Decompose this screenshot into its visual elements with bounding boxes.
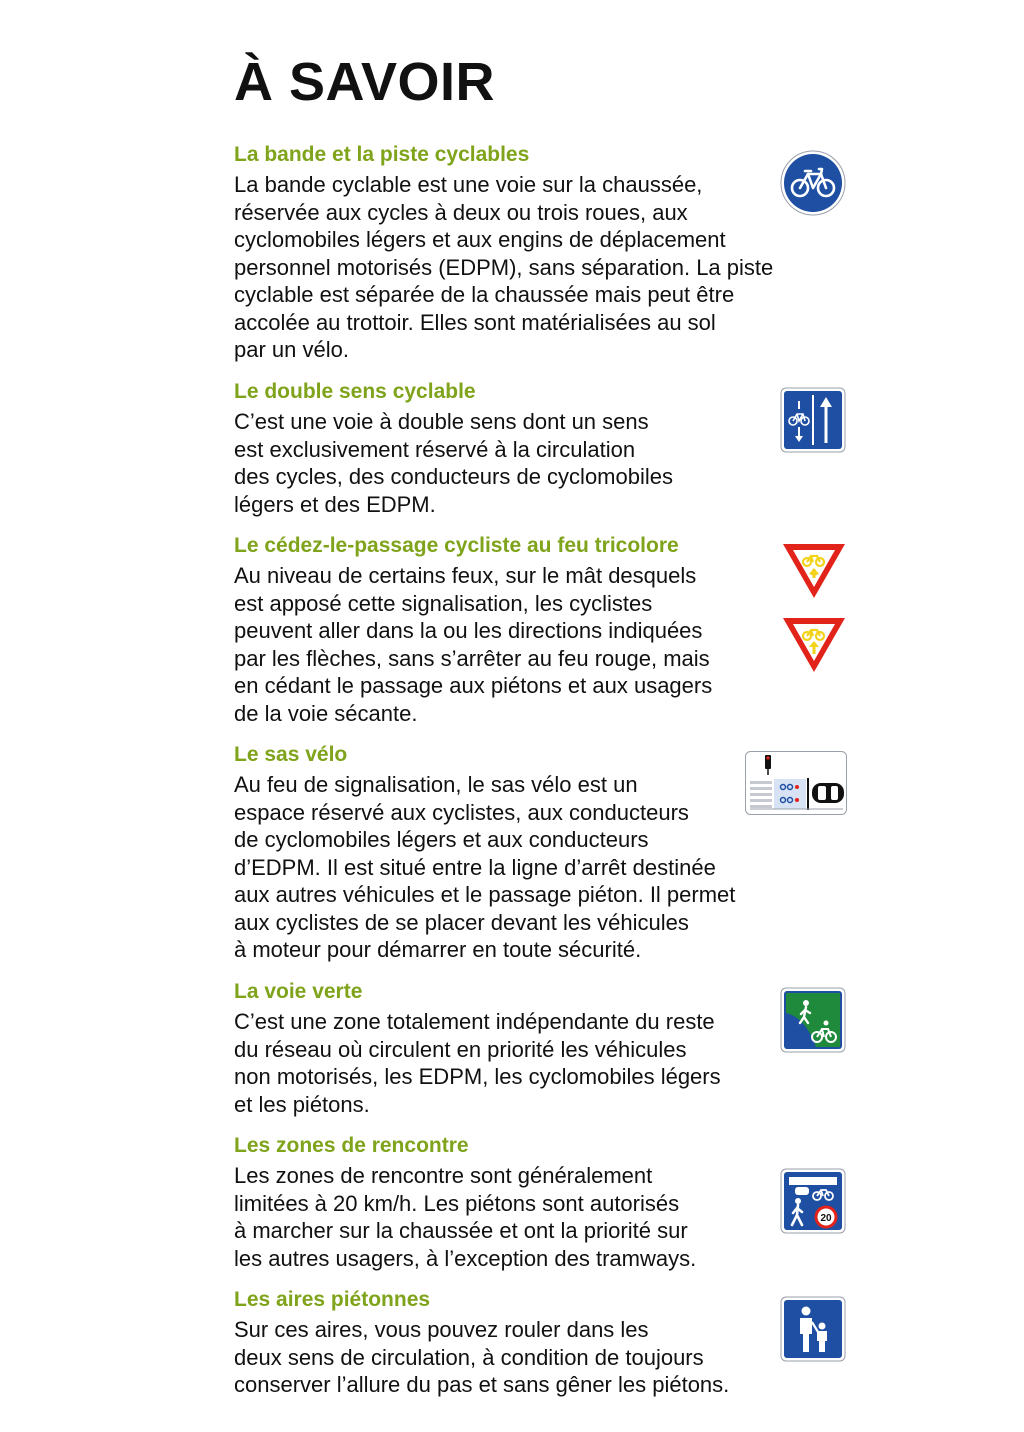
section-body: Sur ces aires, vous pouvez rouler dans les deux sens de circulation, à condition de toujours conserver l’allure du pas et sans gêner les piétons. <box>234 1317 730 1397</box>
contraflow-bike-lane-sign-icon <box>780 387 846 453</box>
shared-zone-sign-icon <box>780 1168 846 1234</box>
section-heading: Le cédez-le-passage cycliste au feu tricolore <box>234 534 679 557</box>
round-bicycle-sign-icon <box>780 150 846 216</box>
section-heading: Le double sens cyclable <box>234 380 476 403</box>
speed-limit-label: 20 <box>820 1213 832 1224</box>
section-body: Au niveau de certains feux, sur le mât desquels est apposé cette signalisation, les cyclistes peuvent aller dans la ou les directions indiquées par les flèches, sans s’arrêter au feu rouge, mais en cédant le passage aux piétons et aux usagers de la voie sécante. <box>234 563 713 726</box>
section-body: C’est une voie à double sens dont un sens est exclusivement réservé à la circulation des cycles, des conducteurs de cyclomobiles légers et des EDPM. <box>234 409 673 517</box>
section-bike-lane <box>234 141 854 364</box>
pedestrian-area-sign-icon <box>780 1296 846 1362</box>
section-contraflow <box>234 378 854 518</box>
section-body: Au feu de signalisation, le sas vélo est un espace réservé aux cyclistes, aux conducteurs de cyclomobiles légers et aux conducteurs d’EDPM. Il est situé entre la ligne d’arrêt destinée aux autres véhicules et le passage piéton. Il permet aux cyclistes de se placer devant les véhicules à moteur pour démarrer en toute sécurité. <box>234 772 736 962</box>
section-heading: Les zones de rencontre <box>234 1134 469 1157</box>
section-greenway <box>234 978 854 1118</box>
section-heading: Le sas vélo <box>234 743 348 766</box>
section-heading: Les aires piétonnes <box>234 1288 431 1311</box>
section-body: C’est une zone totalement indépendante du reste du réseau où circulent en priorité les véhicules non motorisés, les EDPM, les cyclomobiles légers et les piétons. <box>234 1009 721 1117</box>
section-body: La bande cyclable est une voie sur la chaussée, réservée aux cycles à deux ou trois roues, aux cyclomobiles légers et aux engins de déplacement personnel motorisés (EDPM), sans séparation. La piste cyclable est séparée de la chaussée mais peut être accolée au trottoir. Elles sont matérialisées au sol par un vélo. <box>234 172 774 362</box>
section-heading: La voie verte <box>234 980 363 1003</box>
bike-box-diagram-icon <box>745 751 847 815</box>
cyclist-yield-sign-icon <box>780 540 848 676</box>
page-title: À SAVOIR <box>234 52 496 112</box>
greenway-sign-icon <box>780 987 846 1053</box>
section-cyclist-yield <box>234 532 854 727</box>
section-pedestrian-area <box>234 1286 854 1399</box>
section-heading: La bande et la piste cyclables <box>234 143 530 166</box>
section-body: Les zones de rencontre sont généralement limitées à 20 km/h. Les piétons sont autorisés à marcher sur la chaussée et ont la priorité sur les autres usagers, à l’exception des tramways. <box>234 1163 697 1271</box>
section-shared-zone <box>234 1132 854 1272</box>
